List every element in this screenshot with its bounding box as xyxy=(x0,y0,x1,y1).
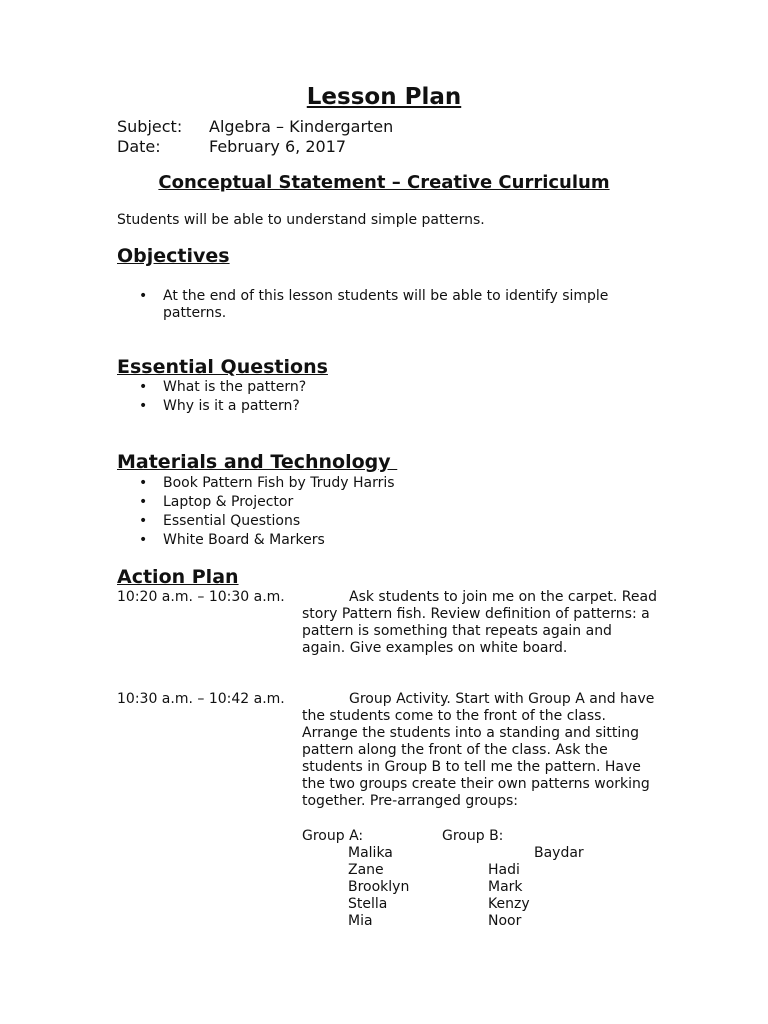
date-label: Date: xyxy=(117,137,161,156)
group-b-label: Group B: xyxy=(442,828,504,844)
list-item-text: Essential Questions xyxy=(163,513,301,529)
list-item xyxy=(117,288,653,322)
list-item-text: At the end of this lesson students will be able to identify simple patterns. xyxy=(163,288,609,321)
action-plan-heading: Action Plan xyxy=(117,566,239,588)
materials-list xyxy=(117,474,395,550)
bullet-icon: • xyxy=(139,475,148,491)
group-a-member: Malika xyxy=(348,845,393,861)
bullet-icon: • xyxy=(139,532,148,548)
subject-row xyxy=(117,117,393,136)
list-item xyxy=(117,474,395,493)
list-item xyxy=(117,493,395,512)
subject-value: Algebra – Kindergarten xyxy=(209,117,394,136)
subject-label: Subject: xyxy=(117,117,183,136)
entry-description: Ask students to join me on the carpet. Read story Pattern fish. Review definition of patterns: a pattern is something that repeats again and again. Give examples on white board. xyxy=(302,589,657,656)
page-title: Lesson Plan xyxy=(306,84,462,110)
entry-time: 10:30 a.m. – 10:42 a.m. xyxy=(117,691,285,707)
group-a-label: Group A: xyxy=(302,828,364,844)
entry-description: Group Activity. Start with Group A and have the students come to the front of the class. Arrange the students into a standing and sitting pattern along the front of the class. Ask the students in Group B to tell me the pattern. Have the two groups create their own patterns working together. Pre-arranged groups: xyxy=(302,691,655,809)
group-a-member: Brooklyn xyxy=(348,879,410,895)
materials-heading: Materials and Technology xyxy=(117,451,398,473)
list-item xyxy=(117,531,395,550)
list-item-text: What is the pattern? xyxy=(163,379,307,395)
bullet-icon: • xyxy=(139,513,148,529)
group-b-member: Mark xyxy=(488,879,523,895)
group-a-member: Mia xyxy=(348,913,373,929)
bullet-icon: • xyxy=(139,288,148,304)
date-row xyxy=(117,137,346,156)
group-b-member: Noor xyxy=(488,913,522,929)
essential-questions-heading: Essential Questions xyxy=(117,356,328,378)
concept-text: Students will be able to understand simple patterns. xyxy=(117,212,485,228)
list-item-text: White Board & Markers xyxy=(163,532,325,548)
essential-questions-list xyxy=(117,378,306,416)
group-b-member: Hadi xyxy=(488,862,520,878)
bullet-icon: • xyxy=(139,494,148,510)
list-item-text: Laptop & Projector xyxy=(163,494,294,510)
group-a-member: Stella xyxy=(348,896,388,912)
objectives-list xyxy=(117,288,653,322)
objectives-heading: Objectives xyxy=(117,245,230,267)
bullet-icon: • xyxy=(139,379,148,395)
entry-time: 10:20 a.m. – 10:30 a.m. xyxy=(117,589,285,605)
list-item-text: Why is it a pattern? xyxy=(163,398,300,414)
concept-heading: Conceptual Statement – Creative Curriculum xyxy=(158,172,610,193)
group-a-member: Zane xyxy=(348,862,384,878)
group-b-member: Kenzy xyxy=(488,896,530,912)
group-b-member: Baydar xyxy=(534,845,584,861)
list-item-text: Book Pattern Fish by Trudy Harris xyxy=(163,475,395,491)
list-item xyxy=(117,512,395,531)
bullet-icon: • xyxy=(139,398,148,414)
date-value: February 6, 2017 xyxy=(209,137,347,156)
list-item xyxy=(117,397,306,416)
list-item xyxy=(117,378,306,397)
